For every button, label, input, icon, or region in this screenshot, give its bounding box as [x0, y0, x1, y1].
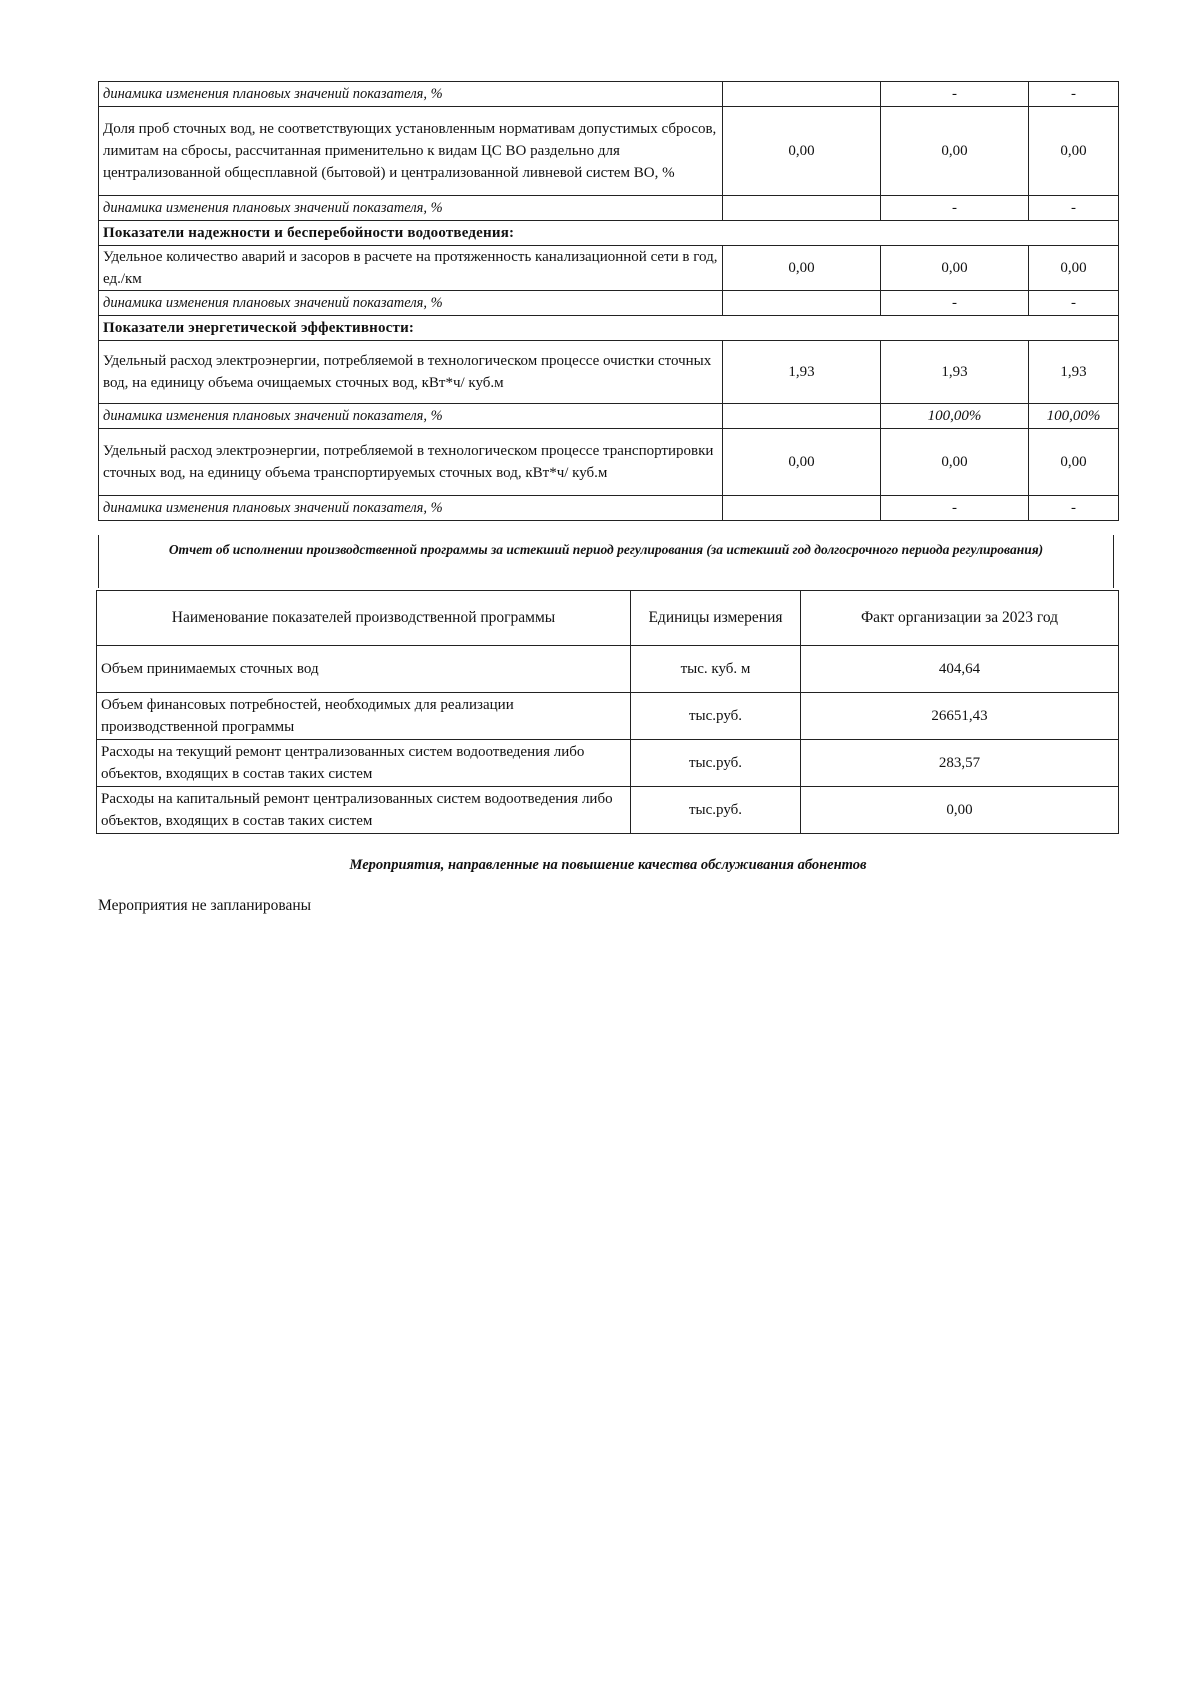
row-name: Расходы на текущий ремонт централизованных систем водоотведения либо объектов, входящих в состав таких систем	[97, 740, 631, 787]
value-cell	[723, 291, 881, 316]
header-fact: Факт организации за 2023 год	[801, 591, 1119, 646]
section-heading: Показатели энергетической эффективности:	[99, 316, 1119, 341]
row-fact: 0,00	[801, 787, 1119, 834]
indicator-row	[99, 107, 1119, 196]
value-cell: 1,93	[881, 341, 1029, 404]
value-cell: -	[1029, 496, 1119, 521]
row-label: динамика изменения плановых значений показателя, %	[99, 82, 723, 107]
value-cell: -	[1029, 82, 1119, 107]
dynamics-row	[99, 196, 1119, 221]
row-label: динамика изменения плановых значений показателя, %	[99, 404, 723, 429]
indicators-table	[98, 81, 1119, 521]
section-row	[99, 221, 1119, 246]
production-program-table	[96, 590, 1119, 834]
row-label: Доля проб сточных вод, не соответствующих установленным нормативам допустимых сбросов, лимитам на сбросы, рассчитанная применительно к видам ЦС ВО раздельно для централизованной общесплавной (бытовой) и централизованной ливневой систем ВО, %	[99, 107, 723, 196]
row-label: Удельное количество аварий и засоров в расчете на протяженность канализационной сети в год, ед./км	[99, 246, 723, 291]
dynamics-row	[99, 404, 1119, 429]
measures-title: Мероприятия, направленные на повышение качества обслуживания абонентов	[349, 857, 867, 873]
value-cell	[723, 82, 881, 107]
dynamics-row	[99, 291, 1119, 316]
value-cell	[723, 196, 881, 221]
row-label: динамика изменения плановых значений показателя, %	[99, 496, 723, 521]
row-name: Расходы на капитальный ремонт централизованных систем водоотведения либо объектов, входящих в состав таких систем	[97, 787, 631, 834]
table-row	[97, 646, 1119, 693]
table-row	[97, 693, 1119, 740]
header-name: Наименование показателей производственной программы	[97, 591, 631, 646]
value-cell	[723, 404, 881, 429]
value-cell: 0,00	[723, 246, 881, 291]
value-cell: 0,00	[881, 107, 1029, 196]
row-fact: 283,57	[801, 740, 1119, 787]
table-header-row	[97, 591, 1119, 646]
measures-text: Мероприятия не запланированы	[98, 897, 312, 914]
value-cell: 0,00	[1029, 246, 1119, 291]
row-name: Объем финансовых потребностей, необходимых для реализации производственной программы	[97, 693, 631, 740]
value-cell: -	[881, 82, 1029, 107]
row-label: динамика изменения плановых значений показателя, %	[99, 196, 723, 221]
row-name: Объем принимаемых сточных вод	[97, 646, 631, 693]
row-label: динамика изменения плановых значений показателя, %	[99, 291, 723, 316]
row-label: Удельный расход электроэнергии, потребляемой в технологическом процессе очистки сточных вод, на единицу объема очищаемых сточных вод, кВт*ч/ куб.м	[99, 341, 723, 404]
value-cell: 0,00	[1029, 107, 1119, 196]
row-unit: тыс. куб. м	[631, 646, 801, 693]
dynamics-row	[99, 82, 1119, 107]
row-unit: тыс.руб.	[631, 740, 801, 787]
value-cell: -	[1029, 291, 1119, 316]
indicator-row	[99, 429, 1119, 496]
value-cell: 0,00	[723, 107, 881, 196]
indicator-row	[99, 341, 1119, 404]
value-cell: 0,00	[881, 246, 1029, 291]
section-row	[99, 316, 1119, 341]
indicator-row	[99, 246, 1119, 291]
value-cell: -	[1029, 196, 1119, 221]
header-unit: Единицы измерения	[631, 591, 801, 646]
row-unit: тыс.руб.	[631, 787, 801, 834]
row-label: Удельный расход электроэнергии, потребляемой в технологическом процессе транспортировки сточных вод, на единицу объема транспортируемых сточных вод, кВт*ч/ куб.м	[99, 429, 723, 496]
value-cell	[723, 496, 881, 521]
value-cell: 100,00%	[881, 404, 1029, 429]
section-heading: Показатели надежности и бесперебойности водоотведения:	[99, 221, 1119, 246]
dynamics-row	[99, 496, 1119, 521]
value-cell: 1,93	[723, 341, 881, 404]
table-row	[97, 787, 1119, 834]
value-cell: -	[881, 496, 1029, 521]
value-cell: 0,00	[723, 429, 881, 496]
value-cell: 1,93	[1029, 341, 1119, 404]
row-unit: тыс.руб.	[631, 693, 801, 740]
row-fact: 404,64	[801, 646, 1119, 693]
row-fact: 26651,43	[801, 693, 1119, 740]
value-cell: 0,00	[881, 429, 1029, 496]
value-cell: 0,00	[1029, 429, 1119, 496]
value-cell: -	[881, 291, 1029, 316]
value-cell: 100,00%	[1029, 404, 1119, 429]
report-title: Отчет об исполнении производственной программы за истекший период регулирования (за истекший год долгосрочного периода регулирования)	[98, 535, 1114, 588]
value-cell: -	[881, 196, 1029, 221]
table-row	[97, 740, 1119, 787]
